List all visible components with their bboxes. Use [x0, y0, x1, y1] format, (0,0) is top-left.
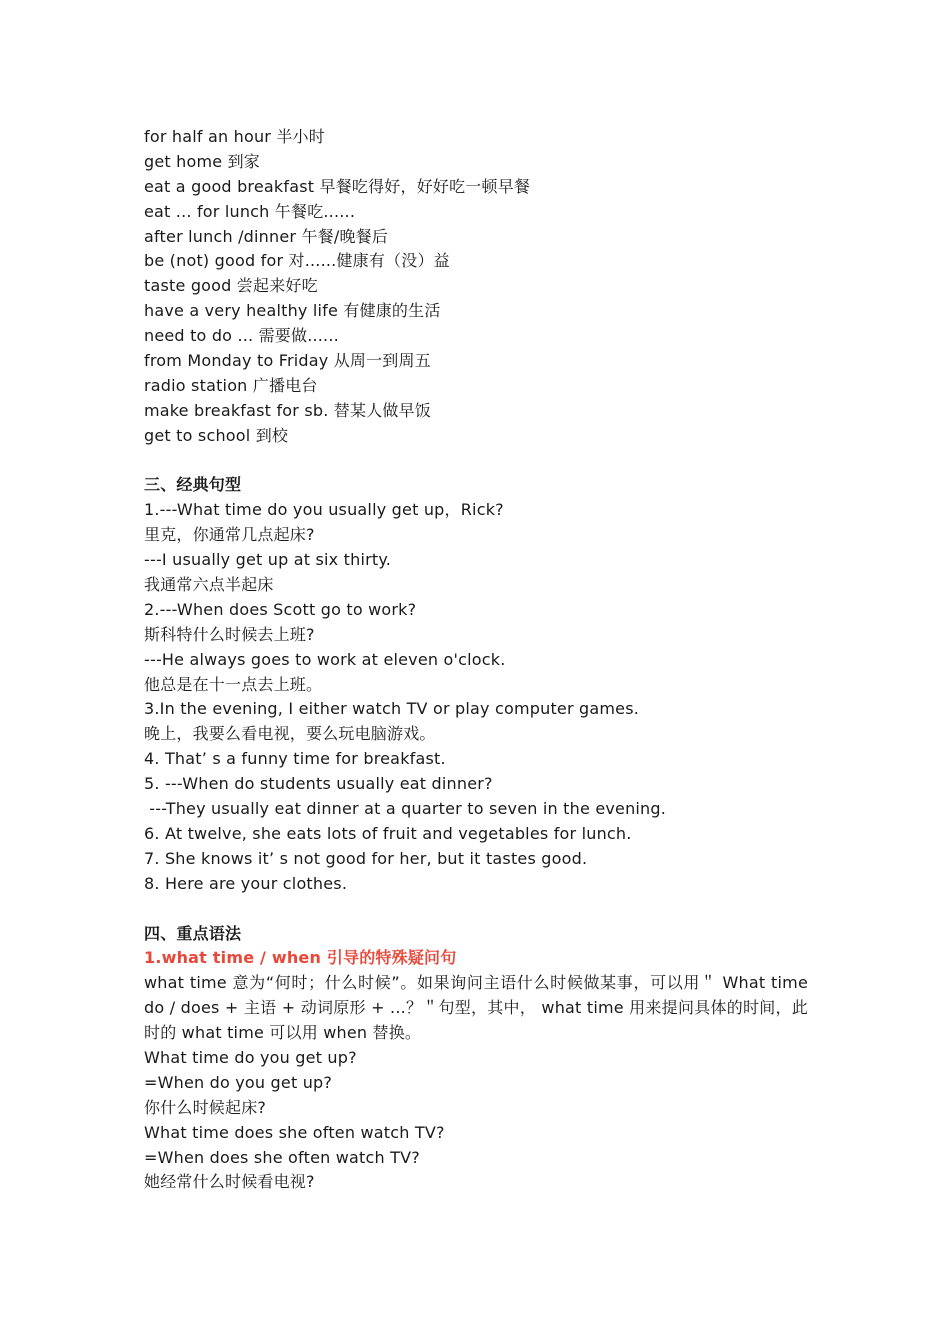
sentence-line: 2.---When does Scott go to work? — [144, 599, 417, 619]
phrase-list — [144, 125, 814, 449]
sentence-line: 6. At twelve, she eats lots of fruit and vegetables for lunch. — [144, 823, 632, 843]
example-line: 她经常什么时候看电视? — [144, 1172, 315, 1192]
phrase-item: radio station 广播电台 — [144, 375, 318, 395]
sentence-line: 4. That’ s a funny time for breakfast. — [144, 749, 446, 769]
section-classic-sentences — [144, 473, 814, 896]
example-line: =When do you get up? — [144, 1072, 333, 1092]
phrase-item: have a very healthy life 有健康的生活 — [144, 301, 441, 321]
sentence-line: 7. She knows it’ s not good for her, but it tastes good. — [144, 848, 588, 868]
sentence-line: ---I usually get up at six thirty. — [144, 550, 392, 570]
section-heading: 三、经典句型 — [144, 475, 242, 495]
sentence-line: 他总是在十一点去上班。 — [144, 674, 323, 694]
example-line: What time do you get up? — [144, 1048, 357, 1067]
phrase-item: be (not) good for 对......健康有（没）益 — [144, 251, 450, 271]
example-line: What time does she often watch TV? — [144, 1122, 445, 1142]
example-line: =When does she often watch TV? — [144, 1147, 420, 1167]
document-page — [144, 125, 814, 1195]
sentence-line: 里克，你通常几点起床? — [144, 525, 315, 545]
phrase-item: get home 到家 — [144, 151, 261, 171]
phrase-item: after lunch /dinner 午餐/晚餐后 — [144, 226, 389, 246]
sentence-line: ---He always goes to work at eleven o'clock. — [144, 649, 506, 669]
phrase-item: eat a good breakfast 早餐吃得好，好好吃一顿早餐 — [144, 176, 531, 196]
sentence-line: 5. ---When do students usually eat dinner? — [144, 774, 493, 794]
sentence-line: 8. Here are your clothes. — [144, 873, 348, 893]
phrase-item: for half an hour 半小时 — [144, 127, 325, 146]
sentence-line: ---They usually eat dinner at a quarter to seven in the evening. — [144, 799, 667, 819]
section-heading: 四、重点语法 — [144, 923, 242, 943]
phrase-item: taste good 尝起来好吃 — [144, 276, 318, 296]
spacer — [144, 449, 814, 474]
example-line: 你什么时候起床? — [144, 1097, 267, 1117]
phrase-item: make breakfast for sb. 替某人做早饭 — [144, 400, 431, 420]
phrase-item: eat ... for lunch 午餐吃...... — [144, 201, 356, 221]
sentence-line: 3.In the evening, I either watch TV or play computer games. — [144, 699, 640, 719]
phrase-item: need to do ... 需要做...... — [144, 326, 339, 346]
sentence-line: 晚上，我要么看电视，要么玩电脑游戏。 — [144, 724, 436, 744]
spacer — [144, 897, 814, 922]
phrase-item: get to school 到校 — [144, 425, 289, 445]
sentence-line: 1.---What time do you usually get up，Rick? — [144, 500, 504, 520]
section-key-grammar — [144, 922, 814, 1196]
sentence-line: 我通常六点半起床 — [144, 575, 274, 595]
grammar-subheading: 1.what time / when 引导的特殊疑问句 — [144, 948, 457, 968]
grammar-explanation: what time 意为“何时；什么时候”。如果询问主语什么时候做某事，可以用＂ What time do / does + 主语 + 动词原形 + ...？＂句型，其中， what time 用来提问具体的时间，此时的 what time 可以用 when 替换。 — [144, 973, 808, 1043]
phrase-item: from Monday to Friday 从周一到周五 — [144, 351, 431, 371]
sentence-line: 斯科特什么时候去上班? — [144, 624, 315, 644]
